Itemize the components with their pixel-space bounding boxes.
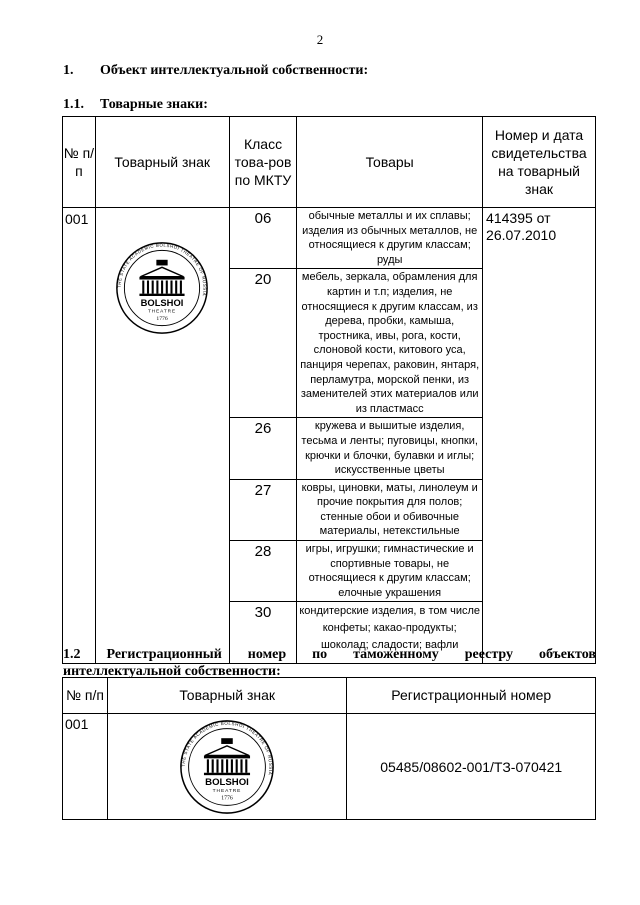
goods-cell-27: ковры, циновки, маты, линолеум и прочие покрытия для полов; стенные обои и обивочные материалы, нетекстильные <box>297 479 483 540</box>
goods-cell-20: мебель, зеркала, обрамления для картин и т.п; изделия, не относящиеся к другим классам, из дерева, пробки, камыша, тростника, ивы, рога, кости, слоновой кости, китового уса, панциря черепах, раковин, янтаря, перламутра, морской пенки, из заменителей этих материалов или из пластмасс <box>297 269 483 418</box>
svg-text:THEATRE: THEATRE <box>212 788 242 794</box>
goods-cell-26: кружева и вышитые изделия, тесьма и ленты; пуговицы, кнопки, крючки и блочки, булавки и иглы; искусственные цветы <box>297 418 483 479</box>
section-1-1-number: 1.1. <box>63 97 84 112</box>
class-cell-20: 20 <box>229 269 297 418</box>
row-num: 001 <box>63 208 96 664</box>
section-1-2-word: по <box>312 647 328 662</box>
trademark-table-header <box>63 117 596 208</box>
section-1-2-line2: интеллектуальной собственности: <box>63 664 281 679</box>
header-mark: Товарный знак <box>95 117 229 208</box>
header-regno: Регистрационный номер <box>347 678 596 714</box>
section-1-2-word: 1.2 <box>63 647 81 662</box>
svg-text:1776: 1776 <box>221 795 233 802</box>
customs-table-header <box>63 678 596 714</box>
section-1-title: Объект интеллектуальной собственности: <box>100 63 369 78</box>
table-row <box>63 714 596 820</box>
bolshoi-logo <box>179 719 275 815</box>
section-1-2-word: объектов <box>538 647 596 662</box>
svg-text:BOLSHOI: BOLSHOI <box>205 776 250 788</box>
registration-cell: 414395 от 26.07.2010 <box>483 208 596 664</box>
header-num: № п/п <box>63 117 96 208</box>
goods-cell-28: игры, игрушки; гимнастические и спортивные товары, не относящиеся к другим классам; елочные украшения <box>297 541 483 602</box>
header-goods: Товары <box>297 117 483 208</box>
bolshoi-logo <box>115 241 209 335</box>
logo-wrap <box>96 208 229 335</box>
goods-cell-06: обычные металлы и их сплавы; изделия из обычных металлов, не относящиеся к другим классам; руды <box>297 208 483 269</box>
section-1-heading <box>63 63 368 79</box>
section-1-2-word: реестру <box>464 647 513 662</box>
section-1-1-title: Товарные знаки: <box>100 97 208 112</box>
trademark-cell <box>107 714 347 820</box>
section-1-2-word: номер <box>247 647 287 662</box>
svg-text:BOLSHOI: BOLSHOI <box>140 296 184 308</box>
trademark-table <box>62 116 596 664</box>
section-1-number: 1. <box>63 63 74 78</box>
header-num: № п/п <box>63 678 108 714</box>
row-num: 001 <box>63 714 108 820</box>
svg-text:1776: 1776 <box>156 315 168 322</box>
header-class: Класс това-ров по МКТУ <box>229 117 297 208</box>
class-cell-27: 27 <box>229 479 297 540</box>
section-1-1-heading <box>63 97 208 113</box>
table-row <box>63 208 596 269</box>
class-cell-26: 26 <box>229 418 297 479</box>
customs-register-table <box>62 677 596 820</box>
header-mark: Товарный знак <box>107 678 347 714</box>
section-1-2-word: Регистрационный <box>106 647 222 662</box>
class-cell-06: 06 <box>229 208 297 269</box>
class-cell-28: 28 <box>229 541 297 602</box>
svg-text:THE STATE ACADEMIC BOLSHOI THE: THE STATE ACADEMIC BOLSHOI THEATRE OF RUSSIA <box>116 242 208 297</box>
class-cell-30: 30 <box>229 602 297 664</box>
svg-text:THE STATE ACADEMIC BOLSHOI THE: THE STATE ACADEMIC BOLSHOI THEATRE OF RUSSIA <box>180 720 274 776</box>
goods-cell-30: кондитерские изделия, в том числе конфеты; какао-продукты; шоколад; сладости; вафли <box>297 602 483 664</box>
section-1-2-word: таможенному <box>353 647 439 662</box>
header-reg: Номер и дата свидетельства на товарный знак <box>483 117 596 208</box>
trademark-cell <box>95 208 229 664</box>
section-1-2-line1 <box>63 646 596 663</box>
page-number: 2 <box>316 32 324 47</box>
svg-text:THEATRE: THEATRE <box>148 308 177 314</box>
section-1-2-heading <box>63 646 596 680</box>
registration-number: 05485/08602-001/ТЗ-070421 <box>347 714 596 820</box>
